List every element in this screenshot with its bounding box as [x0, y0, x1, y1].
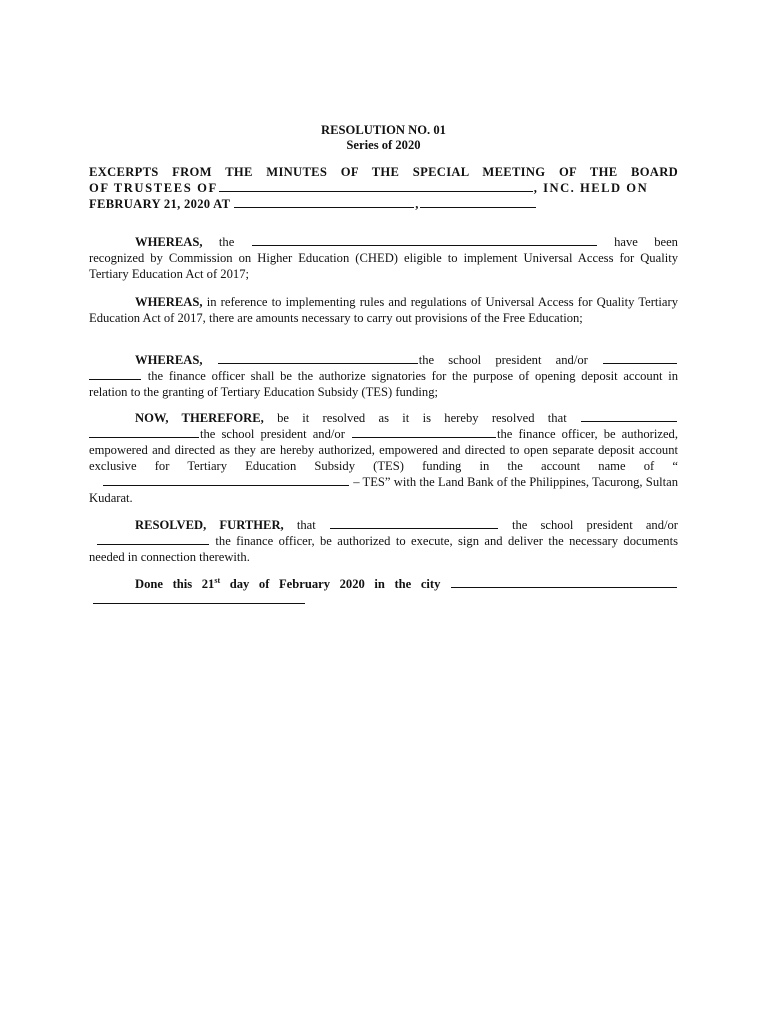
city-blank	[451, 586, 677, 588]
whereas-lead-3: WHEREAS,	[135, 353, 203, 367]
heading-date-text: FEBRUARY 21, 2020 AT	[89, 197, 231, 211]
meeting-place-blank	[234, 206, 414, 208]
now-therefore-lead: NOW, THEREFORE,	[135, 411, 264, 425]
meeting-city-blank	[420, 206, 536, 208]
closing-paragraph: Done this 21st day of February 2020 in the city	[89, 576, 678, 608]
president-name-blank-2a	[581, 420, 677, 422]
account-name-blank	[103, 484, 349, 486]
whereas-paragraph-3: WHEREAS, the school president and/or the finance officer shall be the authorize signatories for the purpose of opening deposit account in relation to the granting of Tertiary Education Subsidy (TES) funding;	[89, 353, 678, 399]
whereas-lead-1: WHEREAS,	[135, 235, 203, 249]
heading-line-1: EXCERPTS FROM THE MINUTES OF THE SPECIAL MEETING OF THE BOARD	[89, 165, 678, 179]
whereas-paragraph-2: WHEREAS, in reference to implementing rules and regulations of Universal Access for Quality Tertiary Education Act of 2017, there are amounts necessary to carry out provisions of the Free Education;	[89, 295, 678, 325]
ordinal-suffix: st	[214, 575, 221, 585]
heading-line-3	[89, 196, 678, 212]
now-therefore-paragraph: NOW, THEREFORE, be it resolved as it is hereby resolved that the school president and/or the finance officer, be authorized, empowered and directed as they are hereby authorized, empowered and directed to open separate deposit account exclusive for Tertiary Education Subsidy (TES) funding in the account name of “ – TES” with the Land Bank of the Philippines, Tacurong, Sultan Kudarat.	[89, 411, 678, 505]
institution-name-blank	[219, 190, 533, 192]
president-name-blank-1	[218, 362, 418, 364]
finance-officer-blank-1b	[89, 378, 141, 380]
closing-blank-2	[93, 602, 305, 604]
heading-held-text: , INC. HELD ON	[533, 181, 649, 195]
heading-trustees-text: OF TRUSTEES OF	[89, 181, 218, 195]
president-name-blank-2b	[89, 436, 199, 438]
finance-officer-blank-2	[352, 436, 496, 438]
resolution-number: RESOLUTION NO. 01	[321, 123, 446, 137]
heading-comma: ,	[415, 197, 419, 211]
finance-officer-blank-3	[97, 543, 209, 545]
resolved-further-lead: RESOLVED, FURTHER,	[135, 518, 284, 532]
president-name-blank-3	[330, 527, 498, 529]
heading-line-2	[89, 180, 678, 196]
institution-blank-1	[252, 244, 597, 246]
whereas-paragraph-1: WHEREAS, the have been recognized by Commission on Higher Education (CHED) eligible to implement Universal Access for Quality Tertiary Education Act of 2017;	[89, 235, 678, 281]
resolved-further-paragraph: RESOLVED, FURTHER, that the school president and/or the finance officer, be authorized to execute, sign and deliver the necessary documents needed in connection therewith.	[89, 518, 678, 564]
finance-officer-blank-1	[603, 362, 677, 364]
whereas-lead-2: WHEREAS,	[135, 295, 203, 309]
resolution-series: Series of 2020	[346, 138, 421, 152]
